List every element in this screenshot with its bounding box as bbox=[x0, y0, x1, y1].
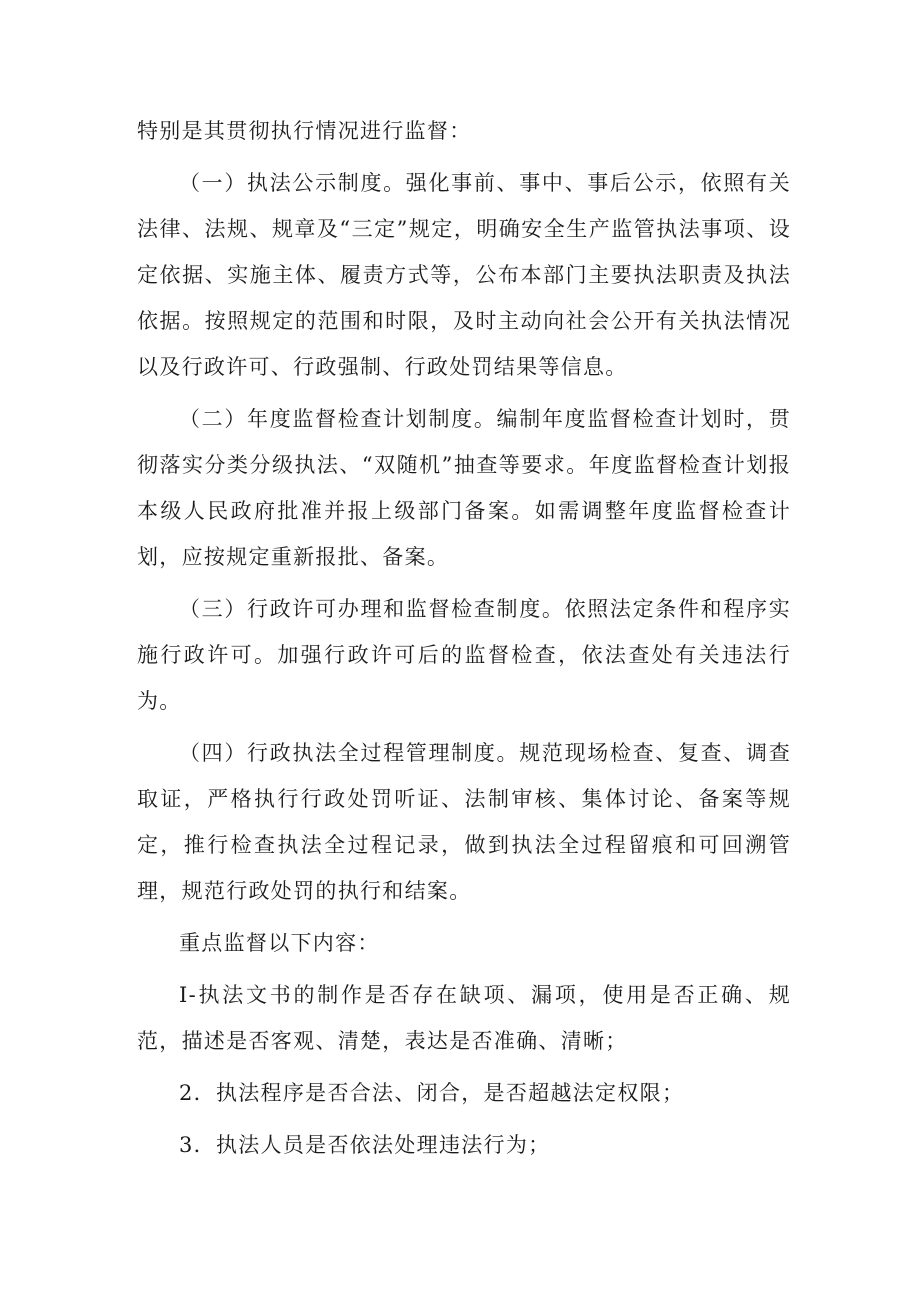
list-item-2: 2．执法程序是否合法、闭合，是否超越法定权限； bbox=[179, 1081, 685, 1105]
paragraph-law-enforcement-publicity: （一）执法公示制度。强化事前、事中、事后公示，依照有关法律、法规、规章及“三定”规定，明确安全生产监管执法事项、设定依据、实施主体、履责方式等，公布本部门主要执法职责及执法依据。按照规定的范围和时限，及时主动向社会公开有关执法情况以及行政许可、行政强制、行政处罚结果等信息。 bbox=[137, 171, 791, 379]
list-item-1: I-执法文书的制作是否存在缺项、漏项，使用是否正确、规范，描述是否客观、清楚，表达是否准确、清晰； bbox=[137, 983, 791, 1053]
list-item-3: 3．执法人员是否依法处理违法行为； bbox=[179, 1133, 551, 1157]
paragraph-administrative-license: （三）行政许可办理和监督检查制度。依照法定条件和程序实施行政许可。加强行政许可后的监督检查，依法查处有关违法行为。 bbox=[137, 597, 791, 713]
document-body bbox=[137, 108, 791, 1174]
paragraph-annual-inspection-plan: （二）年度监督检查计划制度。编制年度监督检查计划时，贯彻落实分类分级执法、“双随机”抽查等要求。年度监督检查计划报本级人民政府批准并报上级部门备案。如需调整年度监督检查计划，应按规定重新报批、备案。 bbox=[137, 407, 791, 569]
paragraph-key-supervision-heading: 重点监督以下内容： bbox=[179, 931, 380, 955]
paragraph-whole-process-management: （四）行政执法全过程管理制度。规范现场检查、复查、调查取证，严格执行行政处罚听证、法制审核、集体讨论、备案等规定，推行检查执法全过程记录，做到执法全过程留痕和可回溯管理，规范行政处罚的执行和结案。 bbox=[137, 741, 791, 903]
paragraph-intro: 特别是其贯彻执行情况进行监督： bbox=[137, 119, 472, 143]
